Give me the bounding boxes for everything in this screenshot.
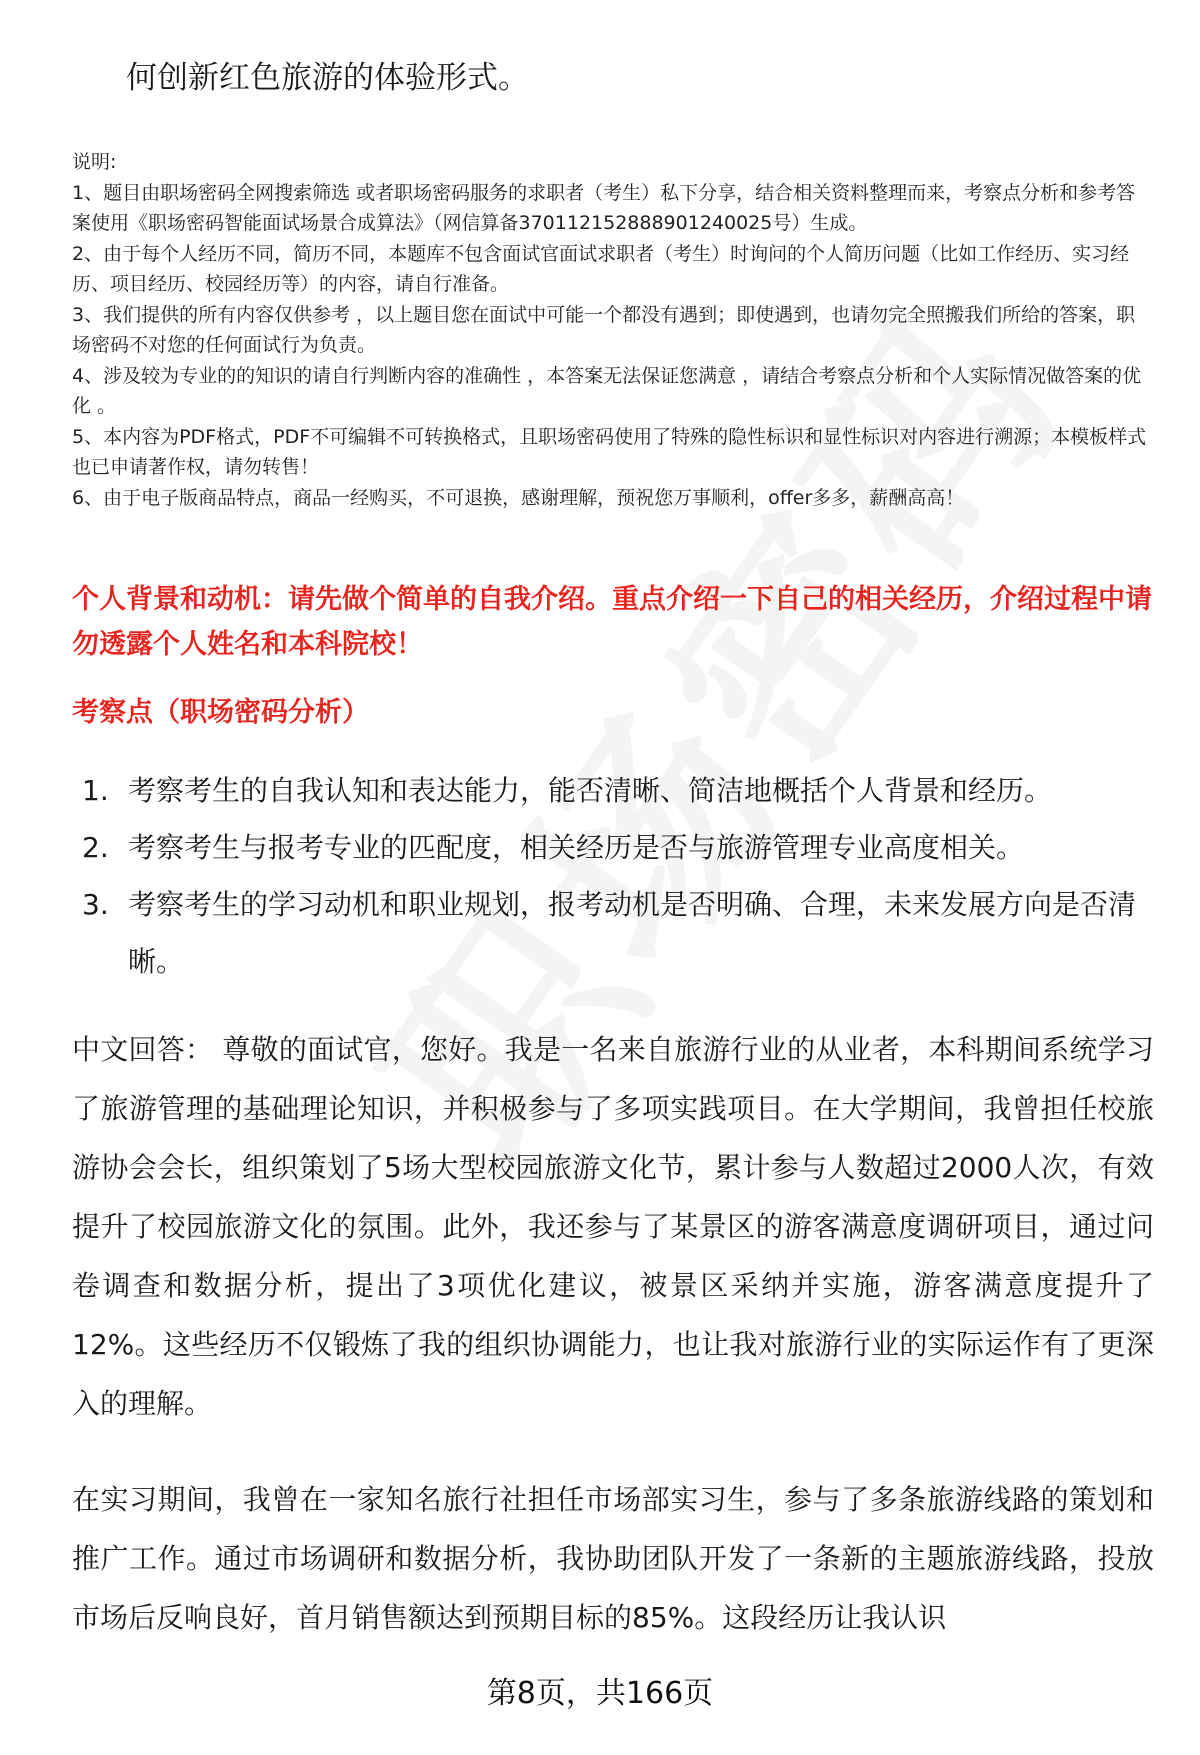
notes-section [72,147,1152,513]
analysis-heading: 考察点（职场密码分析） [72,697,369,728]
page-number: 第8页，共166页 [486,1676,714,1711]
notes-item: 4、涉及较为专业的的知识的请自行判断内容的准确性 ，本答案无法保证您满意 ，请结合考察点分析和个人实际情况做答案的优化 。 [72,364,1142,417]
interview-question: 个人背景和动机：请先做个简单的自我介绍。重点介绍一下自己的相关经历，介绍过程中请勿透露个人姓名和本科院校！ [72,584,1152,660]
notes-item: 2、由于每个人经历不同，简历不同，本题库不包含面试官面试求职者（考生）时询问的个人简历问题（比如工作经历、实习经历、项目经历、校园经历等）的内容，请自行准备。 [72,242,1130,295]
answer-paragraph-2: 在实习期间，我曾在一家知名旅行社担任市场部实习生，参与了多条旅游线路的策划和推广工作。通过市场调研和数据分析，我协助团队开发了一条新的主题旅游线路，投放市场后反响良好，首月销售额达到预期目标的85%。这段经历让我认识 [72,1483,1154,1634]
point-number: 1. [82,774,109,807]
analysis-point [82,762,1152,819]
analysis-points-list [82,762,1152,990]
analysis-point [82,819,1152,876]
notes-item: 6、由于电子版商品特点，商品一经购买，不可退换，感谢理解，预祝您万事顺利，offer多多，薪酬高高！ [72,486,965,509]
notes-item: 5、本内容为PDF格式，PDF不可编辑不可转换格式，且职场密码使用了特殊的隐性标识和显性标识对内容进行溯源；本模板样式也已申请著作权，请勿转售！ [72,425,1147,478]
notes-item: 3、我们提供的所有内容仅供参考 ，以上题目您在面试中可能一个都没有遇到；即使遇到，也请勿完全照搬我们所给的答案，职场密码不对您的任何面试行为负责。 [72,303,1136,356]
point-text: 考察考生的学习动机和职业规划，报考动机是否明确、合理，未来发展方向是否清晰。 [128,888,1137,978]
analysis-point [82,876,1152,990]
notes-heading: 说明: [72,151,117,173]
point-number: 3. [82,888,109,921]
point-number: 2. [82,831,109,864]
point-text: 考察考生的自我认知和表达能力，能否清晰、简洁地概括个人背景和经历。 [128,774,1053,807]
answer-paragraph-1: 中文回答： 尊敬的面试官，您好。我是一名来自旅游行业的从业者，本科期间系统学习了旅游管理的基础理论知识，并积极参与了多项实践项目。在大学期间，我曾担任校旅游协会会长，组织策划了5场大型校园旅游文化节，累计参与人数超过2000人次，有效提升了校园旅游文化的氛围。此外，我还参与了某景区的游客满意度调研项目，通过问卷调查和数据分析，提出了3项优化建议，被景区采纳并实施，游客满意度提升了12%。这些经历不仅锻炼了我的组织协调能力，也让我对旅游行业的实际运作有了更深入的理解。 [72,1033,1154,1420]
notes-item: 1、题目由职场密码全网搜索筛选 或者职场密码服务的求职者（考生）私下分享，结合相关资料整理而来，考察点分析和参考答案使用《职场密码智能面试场景合成算法》（网信算备370112152888901240025号）生成。 [72,181,1136,234]
question-tail-text: 何创新红色旅游的体验形式。 [126,60,529,96]
point-text: 考察考生与报考专业的匹配度，相关经历是否与旅游管理专业高度相关。 [128,831,1025,864]
